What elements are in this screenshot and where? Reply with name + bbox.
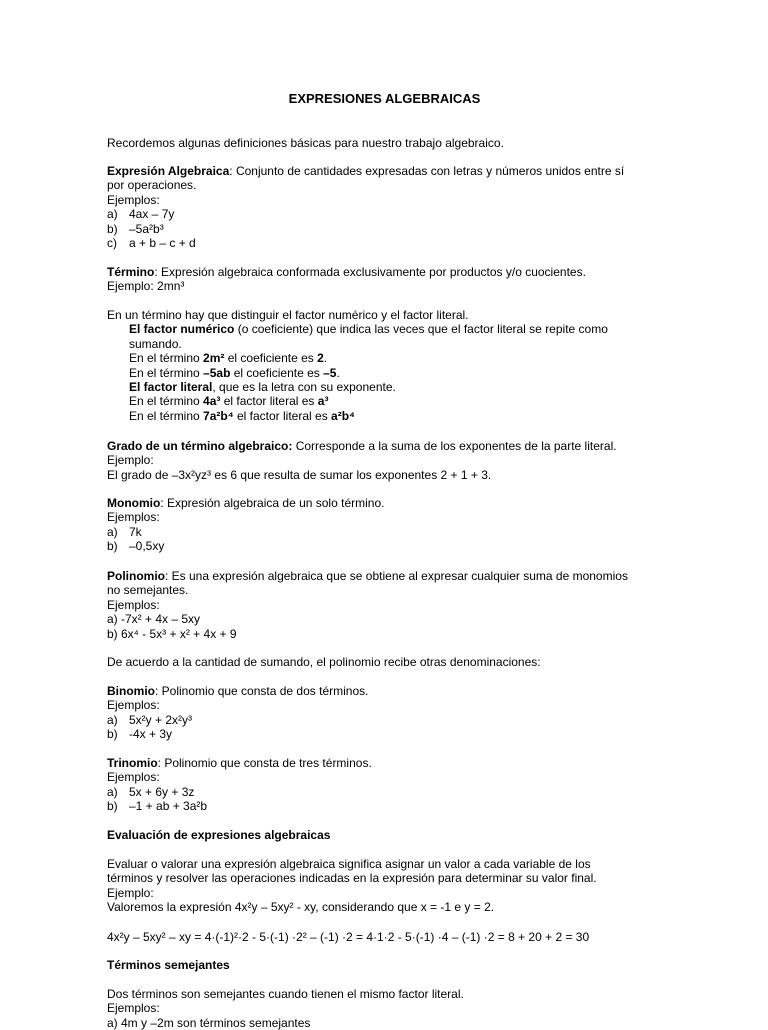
heading-evaluacion: Evaluación de expresiones algebraicas — [107, 828, 331, 842]
list-item: a) 5x + 6y + 3z — [107, 784, 195, 799]
term-grado: Grado de un término algebraico: — [107, 439, 293, 453]
section-polinomio: Polinomio: Es una expresión algebraica que se obtiene al expresar cualquier suma de monomios no semejantes. Ejemplos: a) -7x² + 4x – 5xy b) 6x⁴ - 5x³ + x² + 4x + 9 — [107, 569, 667, 641]
term-binomio: Binomio — [107, 684, 155, 698]
section-semejantes — [107, 958, 667, 972]
section-expresion-algebraica — [107, 164, 667, 250]
ejemplos-label: Ejemplos: — [107, 192, 160, 207]
term-expresion: Expresión Algebraica — [107, 164, 230, 178]
semejantes-paragraph: Dos términos son semejantes cuando tienen el mismo factor literal. Ejemplos: a) 4m y –2m son términos semejantes — [107, 987, 667, 1030]
evaluacion-example: Valoremos la expresión 4x²y – 5xy² - xy, considerando que x = -1 e y = 2. — [107, 900, 495, 915]
term-monomio: Monomio — [107, 496, 161, 510]
list-item: a) 5x²y + 2x²y³ — [107, 712, 193, 727]
denominaciones-paragraph: De acuerdo a la cantidad de sumando, el polinomio recibe otras denominaciones: — [107, 655, 541, 669]
coef-example: En el término –5ab el coeficiente es –5. — [129, 365, 340, 380]
page-title: EXPRESIONES ALGEBRAICAS — [288, 91, 481, 106]
list-item: b) –0,5xy — [107, 539, 165, 554]
section-binomio: Binomio: Polinomio que consta de dos términos. Ejemplos: a) 5x²y + 2x²y³ b) -4x + 3y — [107, 684, 667, 742]
term-factor-literal: El factor literal — [129, 379, 213, 394]
def-termino: : Expresión algebraica conformada exclusivamente por productos y/o cuocientes. — [154, 265, 586, 279]
term-polinomio: Polinomio — [107, 569, 165, 583]
coef-example: En el término 2m² el coeficiente es 2. — [129, 351, 328, 366]
term-termino: Término — [107, 265, 155, 279]
list-item: a) 4ax – 7y — [107, 207, 175, 222]
literal-example: En el término 4a³ el factor literal es a³ — [129, 394, 329, 409]
section-trinomio: Trinomio: Polinomio que consta de tres términos. Ejemplos: a) 5x + 6y + 3z b) –1 + ab + 3a²b — [107, 756, 667, 814]
list-item: b) 6x⁴ - 5x³ + x² + 4x + 9 — [107, 626, 237, 641]
ejemplo-termino: Ejemplo: 2mn³ — [107, 279, 185, 294]
list-item: b) –5a²b³ — [107, 221, 164, 236]
section-grado: Grado de un término algebraico: Corresponde a la suma de los exponentes de la parte literal. Ejemplo: El grado de –3x²yz³ es 6 que resulta de sumar los exponentes 2 + 1 + 3. — [107, 439, 667, 482]
list-item: b) -4x + 3y — [107, 727, 173, 742]
def-expresion-cont: por operaciones. — [107, 178, 197, 193]
intro-paragraph — [107, 136, 667, 150]
section-monomio: Monomio: Expresión algebraica de un solo término. Ejemplos: a) 7k b) –0,5xy — [107, 496, 667, 554]
section-evaluacion — [107, 828, 667, 842]
term-factor-numerico: El factor numérico — [129, 322, 235, 337]
heading-semejantes: Términos semejantes — [107, 958, 230, 972]
term-trinomio: Trinomio — [107, 756, 158, 770]
list-item: a) -7x² + 4x – 5xy — [107, 612, 201, 627]
list-item: c) a + b – c + d — [107, 235, 196, 250]
evaluacion-calculo: 4x²y – 5xy² – xy = 4·(-1)²·2 - 5·(-1) ·2² – (-1) ·2 = 4·1·2 - 5·(-1) ·4 – (-1) ·2 = 8 + 20 + 2 = 30 — [107, 930, 590, 944]
list-item: b) –1 + ab + 3a²b — [107, 799, 208, 814]
def-expresion: : Conjunto de cantidades expresadas con letras y números unidos entre sí — [229, 164, 625, 178]
intro-text: Recordemos algunas definiciones básicas para nuestro trabajo algebraico. — [107, 136, 504, 150]
factores-intro: En un término hay que distinguir el factor numérico y el factor literal. — [107, 308, 469, 322]
evaluacion-paragraph: Evaluar o valorar una expresión algebraica significa asignar un valor a cada variable de los términos y resolver las operaciones indicadas en la expresión para determinar su valor final. Ejemplo: Valoremos la expresión 4x²y – 5xy² - xy, considerando que x = -1 e y = 2. — [107, 857, 667, 915]
section-factores: En un término hay que distinguir el factor numérico y el factor literal. El factor numérico (o coeficiente) que indica las veces que el factor literal se repite como sumando. En el término 2m² el coeficiente es 2. En el término –5ab el coeficiente es –5. El factor literal, que es la letra con su exponente. En el término 4a³ el factor literal es a³ En el término 7a²b⁴ el factor literal es a²b⁴ — [107, 308, 667, 423]
literal-example: En el término 7a²b⁴ el factor literal es a²b⁴ — [129, 408, 355, 423]
grado-example: El grado de –3x²yz³ es 6 que resulta de sumar los exponentes 2 + 1 + 3. — [107, 467, 492, 482]
list-item: a) 4m y –2m son términos semejantes — [107, 1015, 311, 1030]
list-item: a) 7k — [107, 524, 142, 539]
section-termino — [107, 265, 667, 294]
